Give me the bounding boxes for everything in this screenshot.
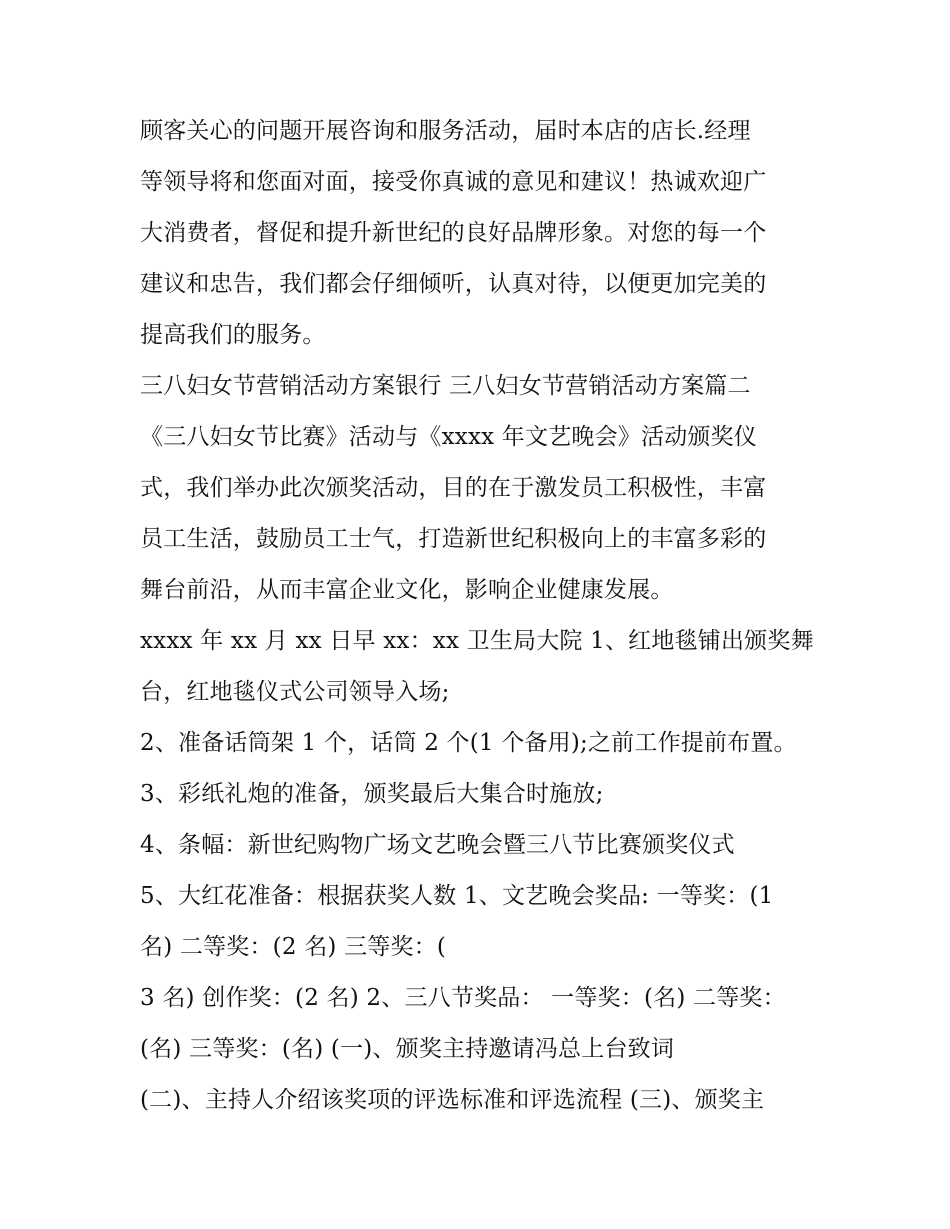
- text-line: (二)、主持人介绍该奖项的评选标准和评选流程 (三)、颁奖主: [140, 1087, 765, 1113]
- text-line: 《三八妇女节比赛》活动与《xxxx 年文艺晚会》活动颁奖仪: [140, 424, 757, 450]
- text-line: 舞台前沿，从而丰富企业文化，影响企业健康发展。: [140, 577, 674, 603]
- text-line: 式，我们举办此次颁奖活动，目的在于激发员工积极性，丰富: [140, 475, 767, 501]
- list-item-line: 2、准备话筒架 1 个，话筒 2 个(1 个备用);之前工作提前布置。: [140, 730, 797, 756]
- text-line: 等领导将和您面对面，接受你真诚的意见和建议！热诚欢迎广: [140, 169, 767, 195]
- text-line: 员工生活，鼓励员工士气，打造新世纪积极向上的丰富多彩的: [140, 526, 767, 552]
- text-line: 名) 二等奖：(2 名) 三等奖：(: [140, 934, 447, 960]
- document-body: [140, 106, 820, 1126]
- text-line: 3 名) 创作奖：(2 名) 2、三八节奖品： 一等奖：(名) 二等奖：: [140, 985, 786, 1011]
- text-line: (名) 三等奖：(名) (一)、颁奖主持邀请冯总上台致词: [140, 1036, 675, 1062]
- text-line: 建议和忠告，我们都会仔细倾听，认真对待，以便更加完美的: [140, 271, 767, 297]
- text-line: 顾客关心的问题开展咨询和服务活动，届时本店的店长.经理: [140, 118, 751, 144]
- list-item-line: 4、条幅：新世纪购物广场文艺晚会暨三八节比赛颁奖仪式: [140, 832, 735, 858]
- list-item-line: 5、大红花准备：根据获奖人数 1、文艺晚会奖品: 一等奖：(1: [140, 883, 774, 909]
- text-line: 大消费者，督促和提升新世纪的良好品牌形象。对您的每一个: [140, 220, 767, 246]
- text-line: 台，红地毯仪式公司领导入场;: [140, 679, 450, 705]
- text-line: 提高我们的服务。: [140, 322, 326, 348]
- heading-line: 三八妇女节营销活动方案银行 三八妇女节营销活动方案篇二: [140, 373, 751, 399]
- list-item-line: 3、彩纸礼炮的准备，颁奖最后大集合时施放;: [140, 781, 604, 807]
- text-line: xxxx 年 xx 月 xx 日早 xx：xx 卫生局大院 1、红地毯铺出颁奖舞: [140, 628, 814, 654]
